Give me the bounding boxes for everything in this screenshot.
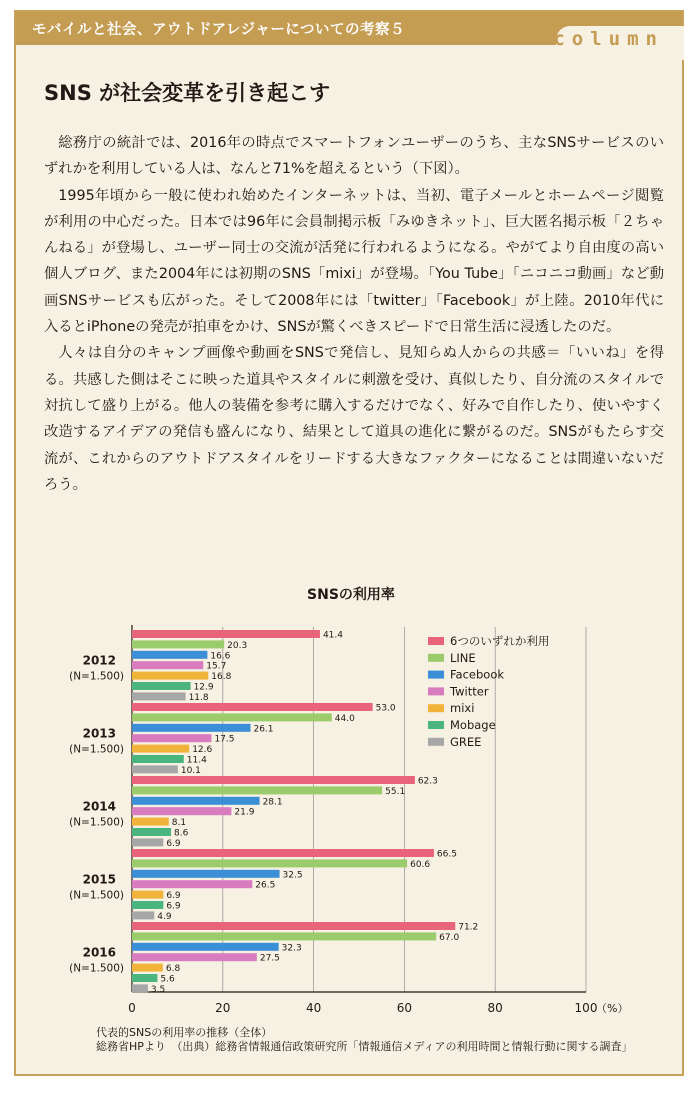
bar-value-label: 28.1 [262, 797, 283, 808]
chart-svg [16, 577, 686, 1027]
bar [132, 828, 171, 836]
bar-value-label: 67.0 [439, 932, 460, 943]
bar [132, 765, 178, 773]
source-notes [96, 1026, 633, 1054]
bar [132, 974, 157, 982]
bar [132, 880, 252, 888]
article-body [44, 130, 664, 498]
bar-value-label: 6.9 [166, 838, 181, 849]
category-year-label: 2014 [82, 799, 116, 814]
legend-label: mixi [450, 701, 475, 716]
bar-value-label: 60.6 [410, 859, 431, 870]
bar [132, 734, 211, 742]
bar [132, 932, 436, 940]
bar-value-label: 6.9 [166, 901, 181, 912]
bar [132, 984, 148, 992]
bar-value-label: 44.0 [334, 713, 355, 724]
bar-value-label: 5.6 [160, 974, 175, 985]
bar [132, 922, 455, 930]
article-title: SNS が社会変革を引き起こす [44, 81, 331, 105]
legend-swatch [428, 738, 444, 746]
category-n-label: (N=1.500) [69, 889, 124, 902]
bar-value-label: 20.3 [227, 640, 248, 651]
x-tick-label: 20 [215, 1001, 231, 1015]
bar [132, 953, 257, 961]
bar-value-label: 3.5 [150, 984, 166, 995]
bar [132, 849, 434, 857]
legend-swatch [428, 687, 444, 695]
bar-value-label: 12.6 [192, 745, 213, 756]
bar-value-label: 26.1 [253, 724, 274, 735]
category-n-label: (N=1.500) [69, 962, 124, 975]
sns-usage-chart [16, 577, 686, 1047]
bar-value-label: 41.4 [322, 630, 344, 641]
bar-value-label: 16.6 [210, 651, 231, 662]
category-year-label: 2015 [82, 872, 116, 887]
bar-value-label: 32.3 [281, 943, 302, 954]
legend-label: Facebook [450, 667, 505, 682]
paragraph-1: 総務庁の統計では、2016年の時点でスマートフォンユーザーのうち、主なSNSサービスのいずれかを利用している人は、なんと71%を超えるという（下図）。 [44, 135, 664, 178]
bar-value-label: 53.0 [375, 703, 396, 714]
x-tick-label: 60 [396, 1001, 413, 1015]
bar [132, 682, 191, 690]
bar-value-label: 16.8 [211, 672, 232, 683]
bar [132, 891, 163, 899]
bar-value-label: 66.5 [436, 849, 457, 860]
category-year-label: 2013 [82, 726, 116, 741]
chart-title: SNSの利用率 [307, 587, 395, 603]
bar [132, 901, 163, 909]
bar [132, 786, 382, 794]
bar-value-label: 10.1 [180, 765, 201, 776]
bar-value-label: 17.5 [214, 734, 235, 745]
x-axis-unit: （%） [596, 1002, 629, 1015]
bar-value-label: 12.9 [193, 682, 214, 693]
bar [132, 651, 207, 659]
bar-value-label: 8.6 [174, 828, 189, 839]
bar [132, 776, 415, 784]
bar-value-label: 21.9 [234, 807, 255, 818]
bar [132, 870, 280, 878]
bar-value-label: 55.1 [385, 786, 406, 797]
category-year-label: 2012 [82, 653, 116, 668]
bar [132, 818, 169, 826]
bar-value-label: 62.3 [417, 776, 438, 787]
bar [132, 838, 163, 846]
bar-value-label: 6.8 [165, 964, 181, 975]
bar-value-label: 26.5 [255, 880, 276, 891]
bar-value-label: 11.4 [186, 755, 207, 766]
paragraph-3: 人々は自分のキャンプ画像や動画をSNSで発信し、見知らぬ人からの共感＝「いいね」を得る。共感した側はそこに映った道具やスタイルに刺激を受け、真似したり、自分流のスタイルで対抗して盛り上がる。他人の装備を参考に購入するだけでなく、好みで自作したり、使いやすく改造するアイデアの発信も盛んになり、結果として道具の進化に繋がるのだ。SNSがもたらす交流が、これからのアウトドアスタイルをリードする大きなファクターになることは間違いないだろう。 [44, 345, 664, 493]
bar [132, 755, 184, 763]
bar [132, 807, 231, 815]
paragraph-2: 1995年頃から一般に使われ始めたインターネットは、当初、電子メールとホームページ閲覧が利用の中心だった。日本では96年に会員制掲示板「みゆきネット」、巨大匿名掲示板「２ちゃんねる」が登場し、ユーザー同士の交流が活発に行われるようになる。やがてより自由度の高い個人ブログ、また2004年には初期のSNS「mixi」が登場。「You Tube」「ニコニコ動画」など動画SNSサービスも広がった。そして2008年には「twitter」「Facebook」が上陸。2010年代に入るとiPhoneの発売が拍車をかけ、SNSが驚くべきスピードで日常生活に浸透したのだ。 [44, 187, 664, 336]
x-tick-label: 80 [487, 1001, 503, 1015]
legend-swatch [428, 721, 444, 729]
bar [132, 745, 189, 753]
category-year-label: 2016 [82, 945, 116, 960]
bar [132, 661, 203, 669]
bar-value-label: 11.8 [188, 692, 209, 703]
legend-label: GREE [450, 734, 482, 749]
legend-label: 6つのいずれか利用 [450, 634, 550, 648]
bar [132, 797, 260, 805]
bar-value-label: 15.7 [206, 661, 227, 672]
note-line-1: 代表的SNSの利用率の推移（全体） [96, 1026, 273, 1039]
category-n-label: (N=1.500) [69, 816, 124, 829]
bar [132, 859, 407, 867]
x-tick-label: 0 [128, 1001, 136, 1015]
bar [132, 964, 163, 972]
bar-value-label: 8.1 [171, 818, 187, 829]
category-n-label: (N=1.500) [69, 743, 124, 756]
bar [132, 943, 279, 951]
bar [132, 630, 320, 638]
header-title: モバイルと社会、アウトドアレジャーについての考察５ [32, 22, 406, 38]
bar [132, 640, 224, 648]
note-line-2: 総務省HPより （出典）総務省情報通信政策研究所「情報通信メディアの利用時間と情報行動に関する調査」 [96, 1040, 633, 1053]
bar [132, 703, 373, 711]
legend-swatch [428, 671, 444, 679]
bar [132, 672, 208, 680]
column-frame [14, 10, 684, 1076]
legend-label: LINE [450, 650, 476, 665]
bar-value-label: 6.9 [166, 891, 181, 902]
x-tick-label: 40 [305, 1001, 322, 1015]
legend-label: Mobage [450, 718, 496, 732]
legend-label: Twitter [450, 684, 489, 699]
bar [132, 692, 186, 700]
legend-swatch [428, 704, 444, 712]
column-badge: column [553, 28, 664, 50]
legend-swatch [428, 654, 444, 662]
bar-value-label: 4.9 [157, 911, 172, 922]
bar-value-label: 32.5 [282, 870, 303, 881]
bar-value-label: 27.5 [259, 953, 280, 964]
bar-value-label: 71.2 [458, 922, 479, 933]
bar [132, 713, 332, 721]
legend-swatch [428, 637, 444, 645]
category-n-label: (N=1.500) [69, 670, 124, 683]
x-tick-label: 100 [574, 1001, 598, 1015]
bar [132, 911, 154, 919]
bar [132, 724, 250, 732]
